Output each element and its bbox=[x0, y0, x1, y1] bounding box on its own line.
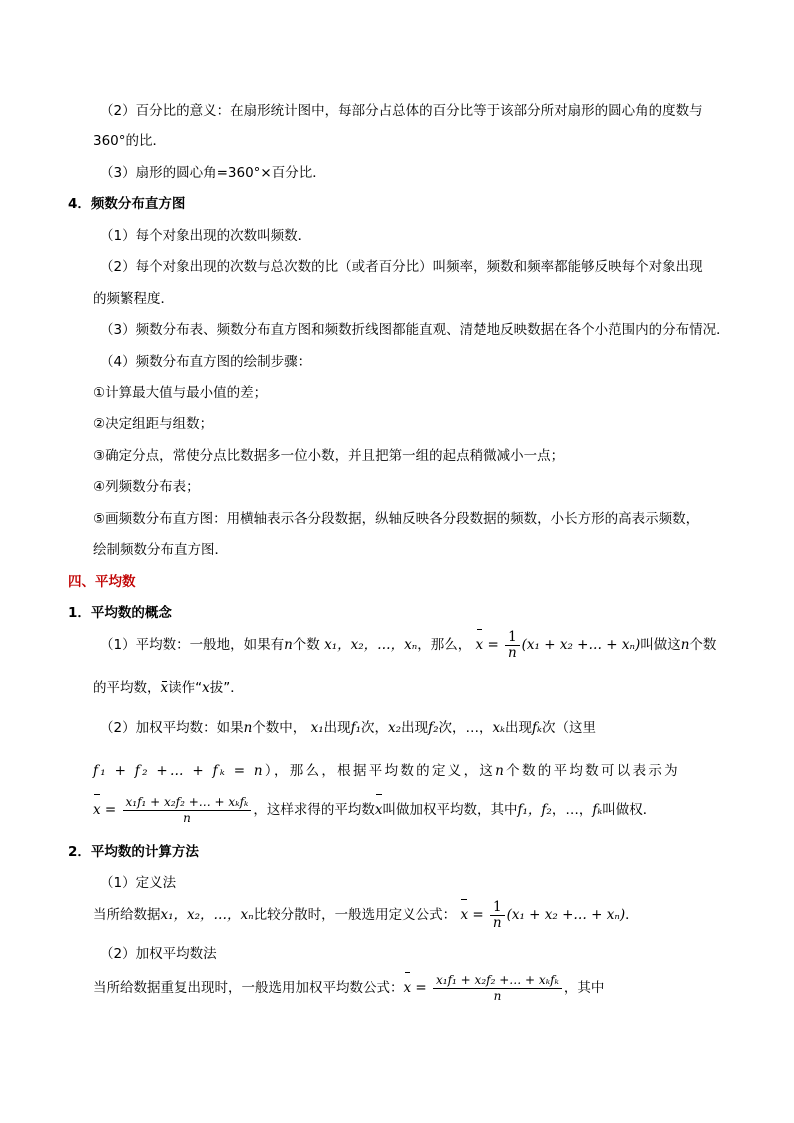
paragraph-weighted-method: 当所给数据重复出现时，一般选用加权平均数公式：x = $\frac{\text{x₁f₁ + x₂f₂ +… + xₖfₖ}}{n}$ ，其中 bbox=[93, 969, 604, 1007]
weighted-mean-fraction: $\frac{\text{x₁f₁ + x₂f₂ +… + xₖfₖ}}{n}$ bbox=[433, 973, 562, 1004]
paragraph-frequency: （1）每个对象出现的次数叫频数． bbox=[100, 228, 312, 244]
paragraph-average-definition-2: 的平均数，x读作“x拔”． bbox=[93, 680, 244, 696]
paragraph-average-definition: （1）平均数：一般地，如果有n个数 x₁，x₂，…，xₙ，那么， x = $\frac{1}{n}$ (x₁ + x₂ +… + xₙ)叫做这n个数 bbox=[100, 626, 716, 664]
step-4: ④列频数分布表； bbox=[93, 479, 200, 495]
paragraph-weighted-average-1: （2）加权平均数：如果n个数中， x₁出现f₁次，x₂出现f₂次，…，xₖ出现fₖ次（这里 bbox=[100, 720, 596, 736]
step-5-line-1: ⑤画频数分布直方图：用横轴表示各分段数据，纵轴反映各分段数据的频数，小长方形的高表示频数， bbox=[93, 511, 700, 527]
heading-average-calculation: 2．平均数的计算方法 bbox=[68, 844, 199, 860]
paragraph-percent-meaning-2: 360°的比． bbox=[93, 133, 167, 149]
mean-symbol: x bbox=[460, 896, 468, 934]
paragraph-percent-meaning-1: （2）百分比的意义：在扇形统计图中，每部分占总体的百分比等于该部分所对扇形的圆心角的度数与 bbox=[100, 103, 703, 119]
paragraph-histogram-steps: （4）频数分布直方图的绘制步骤： bbox=[100, 354, 312, 370]
data-list: x₁，x₂，…，xₙ bbox=[324, 637, 418, 653]
fraction-one-over-n: $\frac{1}{n}$ bbox=[505, 630, 520, 661]
mean-symbol: x bbox=[404, 969, 412, 1007]
step-5-line-2: 绘制频数分布直方图． bbox=[93, 542, 228, 558]
section-title-average: 四、平均数 bbox=[68, 574, 136, 590]
weighted-mean-fraction: $\frac{\text{x₁f₁ + x₂f₂ +… + xₖfₖ}}{n}$ bbox=[123, 795, 252, 826]
step-2: ②决定组距与组数； bbox=[93, 416, 214, 432]
paragraph-relative-frequency-1: （2）每个对象出现的次数与总次数的比（或者百分比）叫频率，频数和频率都能够反映每个对象出现 bbox=[100, 259, 703, 275]
paragraph-weighted-average-2: f₁ + f₂ +… + fₖ = n），那么，根据平均数的定义，这n个数的平均数可以表示为 bbox=[93, 763, 680, 779]
paragraph-central-angle: （3）扇形的圆心角=360°×百分比． bbox=[100, 165, 326, 181]
mean-symbol: x bbox=[476, 626, 484, 664]
mean-symbol: x bbox=[160, 680, 169, 696]
frequency-sum-condition: f₁ + f₂ +… + fₖ = n bbox=[93, 763, 265, 779]
step-1: ①计算最大值与最小值的差； bbox=[93, 385, 268, 401]
mean-symbol: x bbox=[93, 791, 101, 829]
step-3: ③确定分点，常使分点比数据多一位小数，并且把第一组的起点稍微减小一点； bbox=[93, 448, 565, 464]
paragraph-weighted-average-3: x = $\frac{\text{x₁f₁ + x₂f₂ +… + xₖfₖ}}{n}$ ，这样求得的平均数x叫做加权平均数，其中f₁，f₂，…，fₖ叫做权． bbox=[93, 791, 656, 829]
fraction-one-over-n: $\frac{1}{n}$ bbox=[490, 900, 505, 931]
subheading-weighted-method: （2）加权平均数法 bbox=[100, 946, 217, 962]
subheading-definition-method: （1）定义法 bbox=[100, 875, 177, 891]
mean-symbol: x bbox=[375, 791, 383, 829]
paragraph-relative-frequency-2: 的频繁程度． bbox=[93, 291, 174, 307]
paragraph-definition-method: 当所给数据x₁，x₂，…，xₙ比较分散时，一般选用定义公式： x = $\frac{1}{n}$ (x₁ + x₂ +… + xₙ)． bbox=[93, 896, 639, 934]
heading-histogram: 4．频数分布直方图 bbox=[68, 196, 186, 212]
paragraph-distribution-tools: （3）频数分布表、频数分布直方图和频数折线图都能直观、清楚地反映数据在各个小范围内的分布情况． bbox=[100, 322, 730, 338]
heading-average-concept: 1．平均数的概念 bbox=[68, 605, 172, 621]
